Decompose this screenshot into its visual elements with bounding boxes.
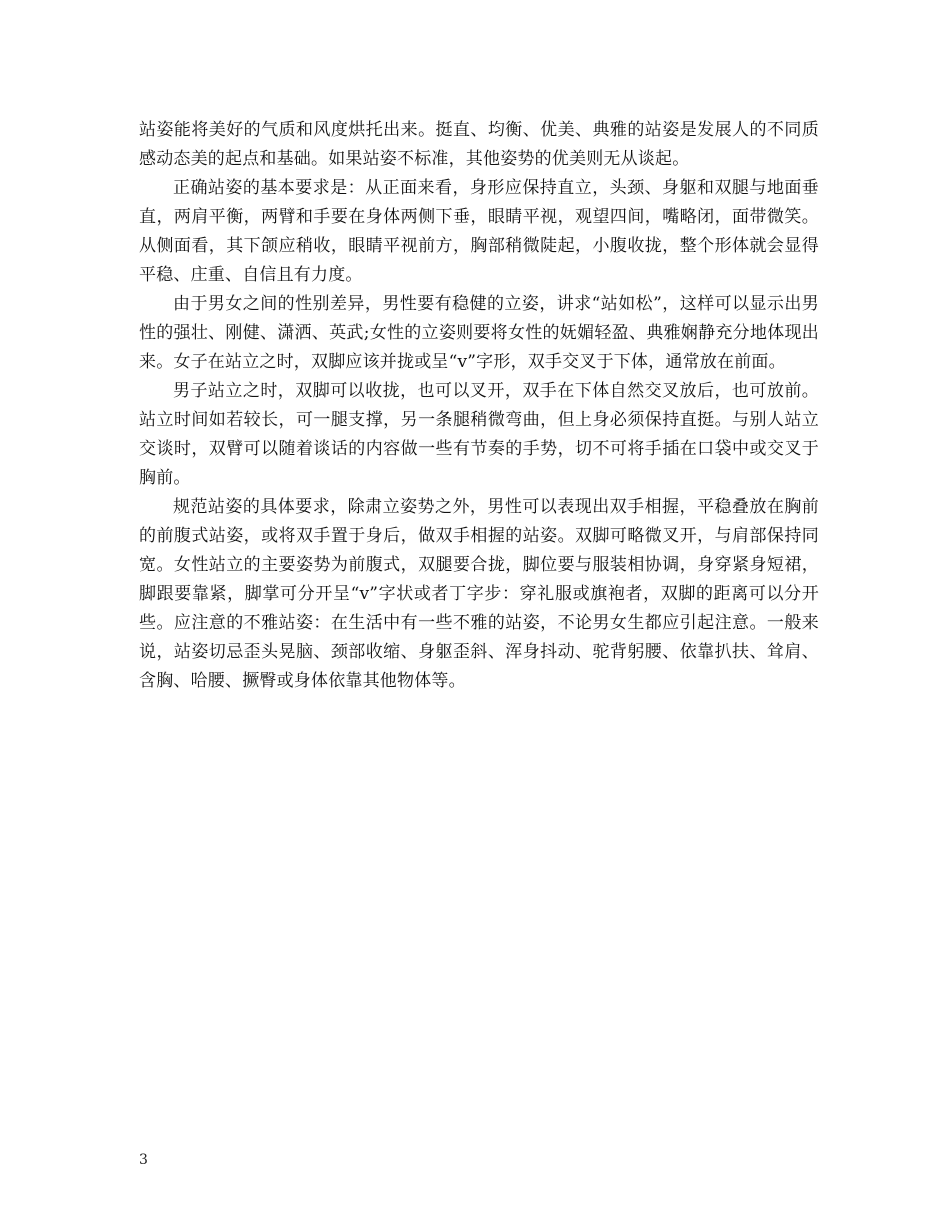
paragraph-1: 站姿能将美好的气质和风度烘托出来。挺直、均衡、优美、典雅的站姿是发展人的不同质感动态美的起点和基础。如果站姿不标准，其他姿势的优美则无从谈起。 <box>139 120 819 169</box>
body-text <box>139 116 819 696</box>
page-number: 3 <box>139 1152 148 1168</box>
paragraph-3: 由于男女之间的性别差异，男性要有稳健的立姿，讲求“站如松”，这样可以显示出男性的强壮、刚健、潇洒、英武;女性的立姿则要将女性的妩媚轻盈、典雅娴静充分地体现出来。女子在站立之时，双脚应该并拢或呈“v”字形，双手交叉于下体，通常放在前面。 <box>139 294 819 372</box>
paragraph-4: 男子站立之时，双脚可以收拢，也可以叉开，双手在下体自然交叉放后，也可放前。站立时间如若较长，可一腿支撑，另一条腿稍微弯曲，但上身必须保持直挺。与别人站立交谈时，双臂可以随着谈话的内容做一些有节奏的手势，切不可将手插在口袋中或交叉于胸前。 <box>139 381 819 488</box>
paragraph-2: 正确站姿的基本要求是：从正面来看，身形应保持直立，头颈、身躯和双腿与地面垂直，两肩平衡，两臂和手要在身体两侧下垂，眼睛平视，观望四间，嘴略闭，面带微笑。从侧面看，其下颌应稍收，眼睛平视前方，胸部稍微陡起，小腹收拢，整个形体就会显得平稳、庄重、自信且有力度。 <box>139 178 819 285</box>
paragraph-5: 规范站姿的具体要求，除肃立姿势之外，男性可以表现出双手相握，平稳叠放在胸前的前腹式站姿，或将双手置于身后，做双手相握的站姿。双脚可略微叉开，与肩部保持同宽。女性站立的主要姿势为前腹式，双腿要合拢，脚位要与服装相协调，身穿紧身短裙，脚跟要靠紧，脚掌可分开呈“v”字状或者丁字步：穿礼服或旗袍者，双脚的距离可以分开些。应注意的不雅站姿：在生活中有一些不雅的站姿，不论男女生都应引起注意。一般来说，站姿切忌歪头晃脑、颈部收缩、身躯歪斜、浑身抖动、驼背躬腰、依靠扒扶、耸肩、含胸、哈腰、撅臀或身体依靠其他物体等。 <box>139 497 819 691</box>
